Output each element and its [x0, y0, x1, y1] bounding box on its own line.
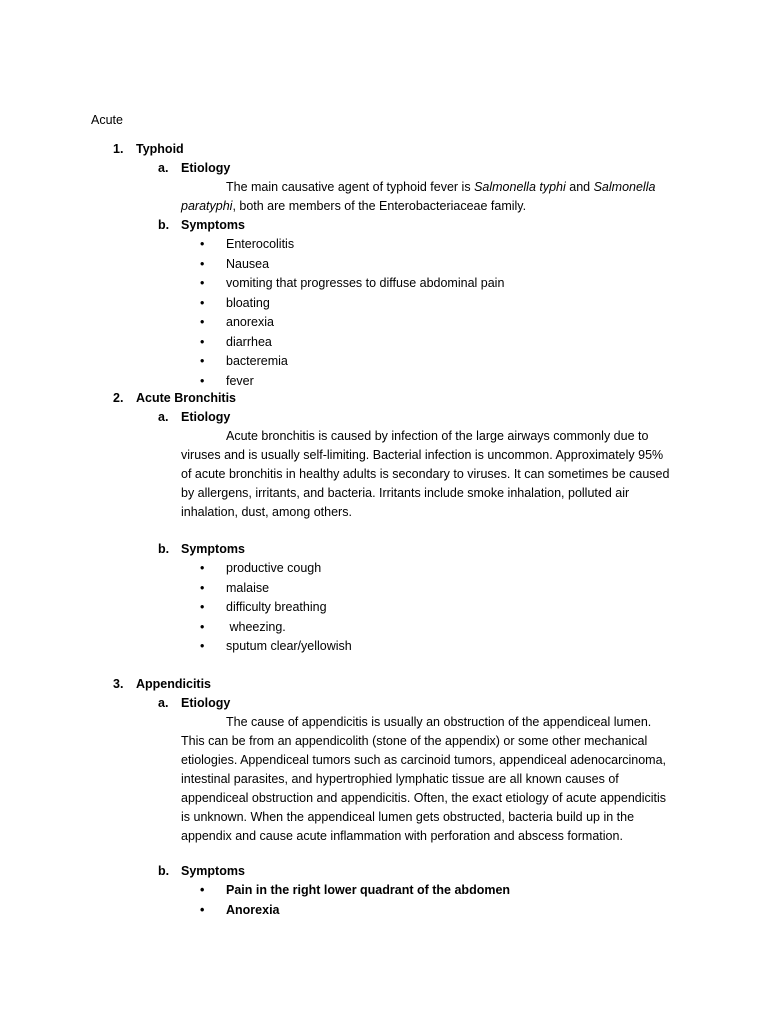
- etiology-paragraph: [181, 178, 677, 216]
- bullet-icon: •: [200, 580, 205, 595]
- etiology-text: , both are members of the Enterobacteriaceae family.: [232, 199, 527, 213]
- etiology-text: The main causative agent of typhoid fever is: [226, 180, 475, 194]
- subsection-title-etiology: Etiology: [181, 696, 231, 710]
- etiology-paragraph: [181, 427, 677, 522]
- symptom-text: malaise: [226, 580, 270, 595]
- etiology-text: Acute bronchitis is caused by infection of the large airways commonly due to viruses and is usually self-limiting. Bacterial infection is uncommon. Approximately 95% of acute bronchitis in healthy adults is secondary to viruses. It can sometimes be caused by allergens, irritants, and bacteria. Irritants include smoke inhalation, polluted air inhalation, dust, among others.: [181, 429, 670, 519]
- list-item: [181, 901, 510, 921]
- list-item: [181, 352, 504, 372]
- symptom-text: Enterocolitis: [226, 237, 295, 251]
- subsection-letter: b.: [158, 864, 170, 878]
- symptom-text: Nausea: [226, 256, 270, 271]
- bullet-icon: •: [200, 600, 205, 614]
- subsection-letter: a.: [158, 696, 169, 710]
- section-number: 2.: [113, 391, 124, 405]
- section-title: Acute Bronchitis: [136, 391, 237, 405]
- etiology-text: and: [565, 180, 594, 194]
- symptom-text: bloating: [226, 295, 270, 310]
- bullet-icon: •: [200, 334, 205, 349]
- bullet-icon: •: [200, 883, 205, 897]
- symptoms-list: [181, 235, 504, 391]
- organism-name: Salmonella paratyphi: [181, 180, 656, 213]
- list-item: [181, 881, 510, 901]
- organism-name: Salmonella typhi: [474, 180, 566, 194]
- subsection-title-symptoms: Symptoms: [181, 542, 245, 556]
- section-number: 1.: [113, 142, 124, 156]
- list-item: [181, 559, 352, 579]
- bullet-icon: •: [200, 354, 205, 368]
- subsection-title-etiology: Etiology: [181, 161, 231, 175]
- list-item: [181, 637, 352, 657]
- list-item: [181, 255, 504, 275]
- subsection-title-symptoms: Symptoms: [181, 864, 245, 878]
- bullet-icon: •: [200, 256, 205, 271]
- bullet-icon: •: [200, 373, 205, 388]
- subsection-letter: a.: [158, 161, 169, 175]
- symptom-text: anorexia: [226, 315, 274, 329]
- symptoms-list: [181, 881, 510, 920]
- subsection-letter: b.: [158, 542, 170, 556]
- list-item: [181, 333, 504, 353]
- subsection-title-etiology: Etiology: [181, 410, 231, 424]
- section-number: 3.: [113, 677, 124, 691]
- symptom-text: fever: [226, 373, 254, 388]
- list-item: [181, 294, 504, 314]
- bullet-icon: •: [200, 561, 205, 575]
- etiology-text: The cause of appendicitis is usually an obstruction of the appendiceal lumen. This can be from an appendicolith (stone of the appendix) or some other mechanical etiologies. Appendiceal tumors such as carcinoid tumors, appendiceal adenocarcinoma, intestinal parasites, and hypertrophied lymphatic tissue are all known causes of appendiceal obstruction and appendicitis. Often, the exact etiology of acute appendicitis is unknown. When the appendiceal lumen gets obstructed, bacteria build up in the appendix and cause acute inflammation with perforation and abscess formation.: [181, 715, 667, 843]
- symptom-text: productive cough: [226, 561, 322, 575]
- symptom-text: diarrhea: [226, 334, 272, 349]
- symptom-text: wheezing.: [226, 619, 286, 634]
- page-heading: Acute: [91, 113, 123, 127]
- list-item: [181, 235, 504, 255]
- section-title: Typhoid: [136, 142, 184, 156]
- symptom-text: difficulty breathing: [226, 600, 327, 614]
- list-item: [181, 274, 504, 294]
- section-title: Appendicitis: [136, 677, 212, 691]
- subsection-letter: b.: [158, 218, 170, 232]
- symptom-text: Pain in the right lower quadrant of the abdomen: [226, 883, 511, 897]
- bullet-icon: •: [200, 902, 205, 917]
- list-item: [181, 598, 352, 618]
- bullet-icon: •: [200, 639, 205, 653]
- bullet-icon: •: [200, 295, 205, 310]
- bullet-icon: •: [200, 237, 205, 251]
- list-item: [181, 313, 504, 333]
- symptom-text: sputum clear/yellowish: [226, 639, 352, 653]
- list-item: [181, 579, 352, 599]
- list-item: [181, 618, 352, 638]
- symptom-text: Anorexia: [226, 902, 280, 917]
- subsection-title-symptoms: Symptoms: [181, 218, 245, 232]
- etiology-paragraph: [181, 713, 677, 846]
- bullet-icon: •: [200, 276, 205, 290]
- bullet-icon: •: [200, 315, 205, 329]
- symptom-text: vomiting that progresses to diffuse abdominal pain: [226, 276, 505, 290]
- subsection-letter: a.: [158, 410, 169, 424]
- symptom-text: bacteremia: [226, 354, 288, 368]
- bullet-icon: •: [200, 619, 205, 634]
- symptoms-list: [181, 559, 352, 657]
